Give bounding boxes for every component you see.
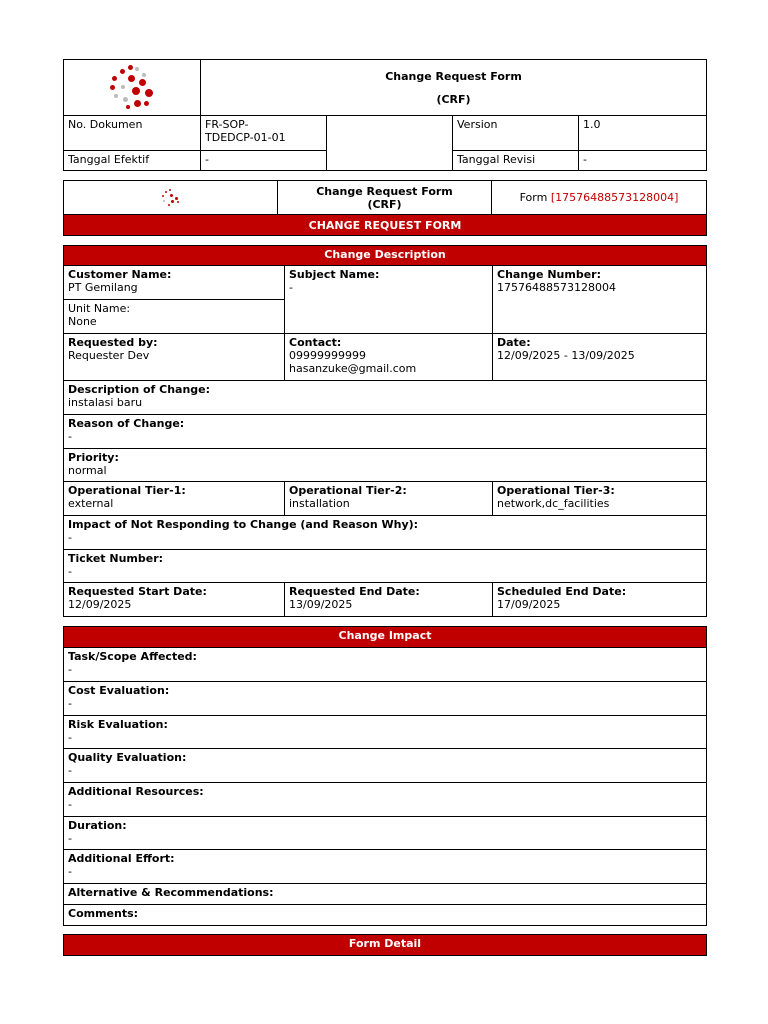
requested-start-value: 12/09/2025 [68, 598, 132, 611]
change-number-field [493, 266, 707, 334]
form-detail-heading: Form Detail [64, 935, 707, 956]
task-scope-value: - [68, 663, 72, 676]
subject-name-label: Subject Name: [289, 268, 380, 281]
customer-name-value: PT Gemilang [68, 281, 138, 294]
description-field [64, 381, 707, 415]
comments-label: Comments: [68, 907, 139, 920]
requested-start-field [64, 583, 285, 617]
date-label: Date: [497, 336, 531, 349]
contact-value: 09999999999 hasanzuke@gmail.com [289, 349, 417, 375]
change-impact-heading: Change Impact [64, 627, 707, 648]
reason-field [64, 415, 707, 449]
contact-field [285, 334, 493, 381]
scheduled-end-field [493, 583, 707, 617]
small-logo-cell [64, 181, 278, 215]
version-value: 1.0 [579, 116, 707, 151]
requested-by-label: Requested by: [68, 336, 158, 349]
form-title-cell [278, 181, 492, 215]
unit-name-label: Unit Name: [68, 302, 131, 315]
duration-field [64, 817, 707, 850]
blank-cell [327, 116, 453, 171]
requested-end-field [285, 583, 493, 617]
requested-by-value: Requester Dev [68, 349, 150, 362]
version-label: Version [453, 116, 579, 151]
scheduled-end-label: Scheduled End Date: [497, 585, 627, 598]
task-scope-field [64, 648, 707, 682]
comments-field [64, 905, 707, 926]
change-request-form-band: CHANGE REQUEST FORM [64, 215, 707, 236]
cost-evaluation-value: - [68, 697, 72, 710]
customer-name-label: Customer Name: [68, 268, 172, 281]
additional-resources-field [64, 783, 707, 817]
additional-effort-field [64, 850, 707, 884]
document-title-text: Change Request Form (CRF) [385, 69, 522, 106]
requested-by-field [64, 334, 285, 381]
additional-resources-value: - [68, 798, 72, 811]
ticket-number-value: - [68, 565, 72, 578]
tier2-field [285, 482, 493, 516]
additional-effort-value: - [68, 865, 72, 878]
document-title [201, 60, 707, 116]
change-description-section [63, 245, 707, 617]
ticket-number-label: Ticket Number: [68, 552, 164, 565]
tier1-label: Operational Tier-1: [68, 484, 186, 497]
tier1-value: external [68, 497, 114, 510]
requested-start-label: Requested Start Date: [68, 585, 207, 598]
form-title: Change Request Form (CRF) [316, 184, 453, 211]
description-value: instalasi baru [68, 396, 143, 409]
unit-name-field [64, 300, 285, 334]
effective-date-label: Tanggal Efektif [64, 151, 201, 171]
impact-not-responding-value: - [68, 531, 72, 544]
alternatives-label: Alternative & Recommendations: [68, 886, 274, 899]
quality-evaluation-value: - [68, 764, 72, 777]
form-reference [492, 181, 707, 215]
risk-evaluation-field [64, 716, 707, 749]
date-field [493, 334, 707, 381]
contact-label: Contact: [289, 336, 342, 349]
scheduled-end-value: 17/09/2025 [497, 598, 561, 611]
description-label: Description of Change: [68, 383, 211, 396]
customer-name-field [64, 266, 285, 300]
task-scope-label: Task/Scope Affected: [68, 650, 197, 663]
requested-end-label: Requested End Date: [289, 585, 420, 598]
revision-date-label: Tanggal Revisi [453, 151, 579, 171]
priority-label: Priority: [68, 451, 119, 464]
change-number-value: 17576488573128004 [497, 281, 616, 294]
requested-end-value: 13/09/2025 [289, 598, 353, 611]
form-detail-section [63, 934, 707, 956]
tier2-value: installation [289, 497, 350, 510]
revision-date-value: - [579, 151, 707, 171]
document-header [63, 59, 707, 171]
company-logo-icon [106, 65, 162, 111]
doc-no-label: No. Dokumen [64, 116, 201, 151]
reason-label: Reason of Change: [68, 417, 185, 430]
effective-date-value: - [201, 151, 327, 171]
logo-cell [64, 60, 201, 116]
form-id: [17576488573128004] [550, 191, 679, 204]
change-description-heading: Change Description [64, 246, 707, 266]
cost-evaluation-field [64, 682, 707, 716]
cost-evaluation-label: Cost Evaluation: [68, 684, 170, 697]
tier2-label: Operational Tier-2: [289, 484, 407, 497]
quality-evaluation-field [64, 749, 707, 783]
ticket-number-field [64, 550, 707, 583]
quality-evaluation-label: Quality Evaluation: [68, 751, 187, 764]
priority-value: normal [68, 464, 107, 477]
additional-effort-label: Additional Effort: [68, 852, 175, 865]
additional-resources-label: Additional Resources: [68, 785, 204, 798]
date-value: 12/09/2025 - 13/09/2025 [497, 349, 635, 362]
doc-no-value: FR-SOP- TDEDCP-01-01 [201, 116, 327, 151]
tier1-field [64, 482, 285, 516]
change-number-label: Change Number: [497, 268, 601, 281]
tier3-field [493, 482, 707, 516]
duration-label: Duration: [68, 819, 127, 832]
impact-not-responding-label: Impact of Not Responding to Change (and Reason Why): [68, 518, 419, 531]
change-impact-section [63, 626, 707, 926]
subject-name-field [285, 266, 493, 334]
form-prefix: Form [519, 191, 548, 204]
form-identity-box [63, 180, 707, 236]
impact-not-responding-field [64, 516, 707, 550]
subject-name-value: - [289, 281, 293, 294]
alternatives-field [64, 884, 707, 905]
tier3-label: Operational Tier-3: [497, 484, 615, 497]
priority-field [64, 449, 707, 482]
reason-value: - [68, 430, 72, 443]
unit-name-value: None [68, 315, 97, 328]
risk-evaluation-value: - [68, 731, 72, 744]
small-logo-icon [161, 189, 181, 207]
risk-evaluation-label: Risk Evaluation: [68, 718, 168, 731]
tier3-value: network,dc_facilities [497, 497, 610, 510]
duration-value: - [68, 832, 72, 845]
